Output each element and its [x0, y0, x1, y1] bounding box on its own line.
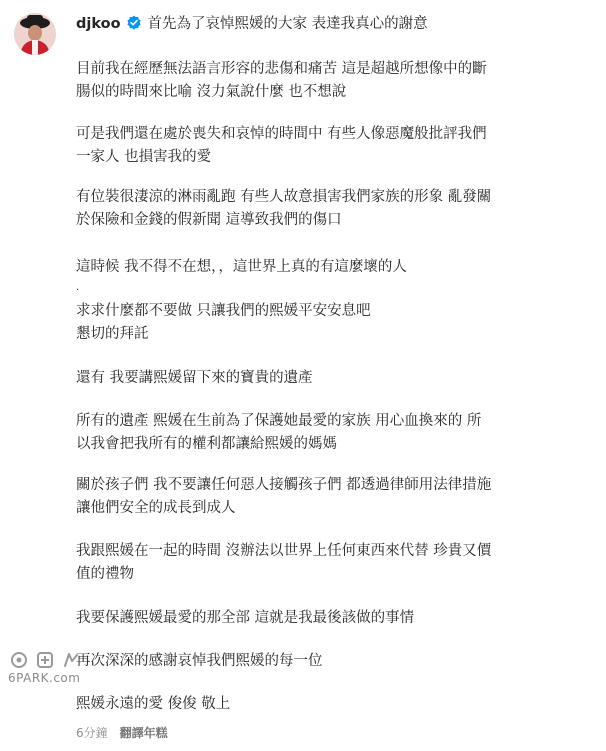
post-header	[76, 14, 428, 34]
caption-paragraph-7	[76, 410, 481, 456]
caption-line: 我跟熙媛在一起的時間 沒辦法以世界上任何東西來代替 珍貴又價	[76, 543, 492, 559]
caption-paragraph-12	[76, 693, 230, 716]
caption-paragraph-5	[76, 300, 371, 346]
caption-line: 我要保護熙媛最愛的那全部 這就是我最後該做的事情	[76, 610, 415, 626]
header-caption: 首先為了哀悼熙媛的大家 表達我真心的謝意	[147, 16, 428, 32]
translate-button[interactable]: 翻譯年糕	[119, 726, 168, 740]
post-time: 6分鐘	[76, 726, 108, 740]
watermark-glyph-icon	[36, 651, 54, 669]
caption-line: 目前我在經歷無法語言形容的悲傷和痛苦 這是超越所想像中的斷	[76, 61, 487, 77]
caption-paragraph-6	[76, 367, 313, 390]
caption-line: 求求什麼都不要做 只讓我們的熙媛平安安息吧	[76, 303, 371, 319]
stray-dot: .	[76, 282, 80, 293]
caption-line: 讓他們安全的成長到成人	[76, 500, 236, 516]
caption-line: 可是我們還在處於喪失和哀悼的時間中 有些人像惡魔般批評我們	[76, 126, 487, 142]
site-watermark	[8, 651, 100, 691]
watermark-glyph-icon	[62, 651, 80, 669]
caption-paragraph-10	[76, 607, 414, 630]
caption-line: 關於孩子們 我不要讓任何惡人接觸孩子們 都透過律師用法律措施	[76, 477, 492, 493]
caption-paragraph-1	[76, 58, 487, 104]
username[interactable]: djkoo	[76, 16, 121, 32]
caption-line: 以我會把我所有的權利都讓給熙媛的媽媽	[76, 436, 337, 452]
avatar[interactable]	[14, 13, 56, 55]
caption-line: 腸似的時間來比喻 沒力氣說什麼 也不想說	[76, 84, 347, 100]
caption-line: 熙媛永遠的愛 俊俊 敬上	[76, 696, 231, 712]
caption-line: 一家人 也損害我的愛	[76, 149, 212, 165]
watermark-glyph-icon	[10, 651, 28, 669]
caption-paragraph-11	[76, 650, 323, 673]
caption-line: 於保險和金錢的假新聞 這導致我們的傷口	[76, 212, 342, 228]
verified-badge-icon	[126, 15, 142, 31]
post-footer	[76, 724, 180, 741]
caption-paragraph-8	[76, 474, 491, 520]
watermark-text: 6PARK.com	[8, 671, 81, 685]
caption-paragraph-9	[76, 540, 491, 586]
caption-line: 還有 我要講熙媛留下來的寶貴的遺產	[76, 370, 313, 386]
avatar-image	[14, 13, 56, 55]
caption-line: 有位裝很淒涼的淋雨亂跑 有些人故意損害我們家族的形象 亂發關	[76, 189, 492, 205]
caption-line: 所有的遺產 熙媛在生前為了保護她最愛的家族 用心血換來的 所	[76, 413, 482, 429]
caption-line: 懇切的拜託	[76, 326, 149, 342]
caption-paragraph-4	[76, 256, 407, 279]
caption-line: 值的禮物	[76, 566, 134, 582]
caption-line: 這時候 我不得不在想，，這世界上真的有這麼壞的人	[76, 259, 407, 275]
caption-paragraph-3	[76, 186, 491, 232]
caption-line: 再次深深的感謝哀悼我們熙媛的每一位	[76, 653, 323, 669]
caption-paragraph-2	[76, 123, 487, 169]
